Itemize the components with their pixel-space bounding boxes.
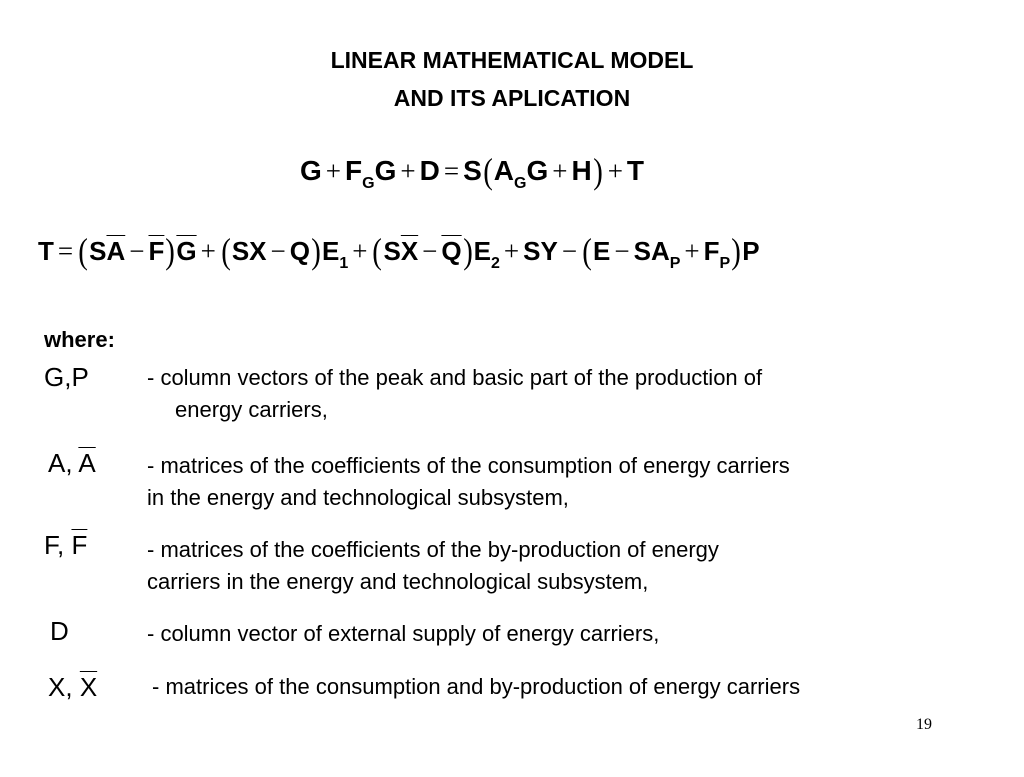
equation-2: $T = (S\overline{A} - \overline{F})\overline{G} + (SX - Q)E_1 + (S\overline{X} - \overline{Q})E_2$ + SY − $(E - SA_P + F_P)P$ <box>38 231 760 272</box>
title-line-1: LINEAR MATHEMATICAL MODEL <box>330 47 694 73</box>
symbol-f: F, $\overline{F}$ <box>44 530 88 560</box>
definition-x: - matrices of the consumption and by-production of energy carriers <box>152 674 801 699</box>
symbol-d: D <box>50 616 69 646</box>
title-line-2: AND ITS APLICATION <box>393 85 631 111</box>
definition-a: - matrices of the coefficients of the consumption of energy carriers in the energy and technological subsystem, <box>147 453 790 510</box>
definition-f: - matrices of the coefficients of the by-production of energy carriers in the energy and technological subsystem, <box>147 537 719 594</box>
equation-1: $G + F_GG + D = S(A_GG + H) + T$ <box>300 151 645 192</box>
page-number: 19 <box>916 716 932 733</box>
symbol-x: X, $\overline{X}$ <box>48 672 98 702</box>
where-label: where: <box>44 327 115 352</box>
symbol-g-p: G,P <box>44 362 89 392</box>
symbol-a: A, $\overline{A}$ <box>48 448 96 478</box>
definition-g-p: - column vectors of the peak and basic part of the production of energy carriers, <box>147 365 763 422</box>
definition-d: - column vector of external supply of energy carriers, <box>147 621 660 646</box>
